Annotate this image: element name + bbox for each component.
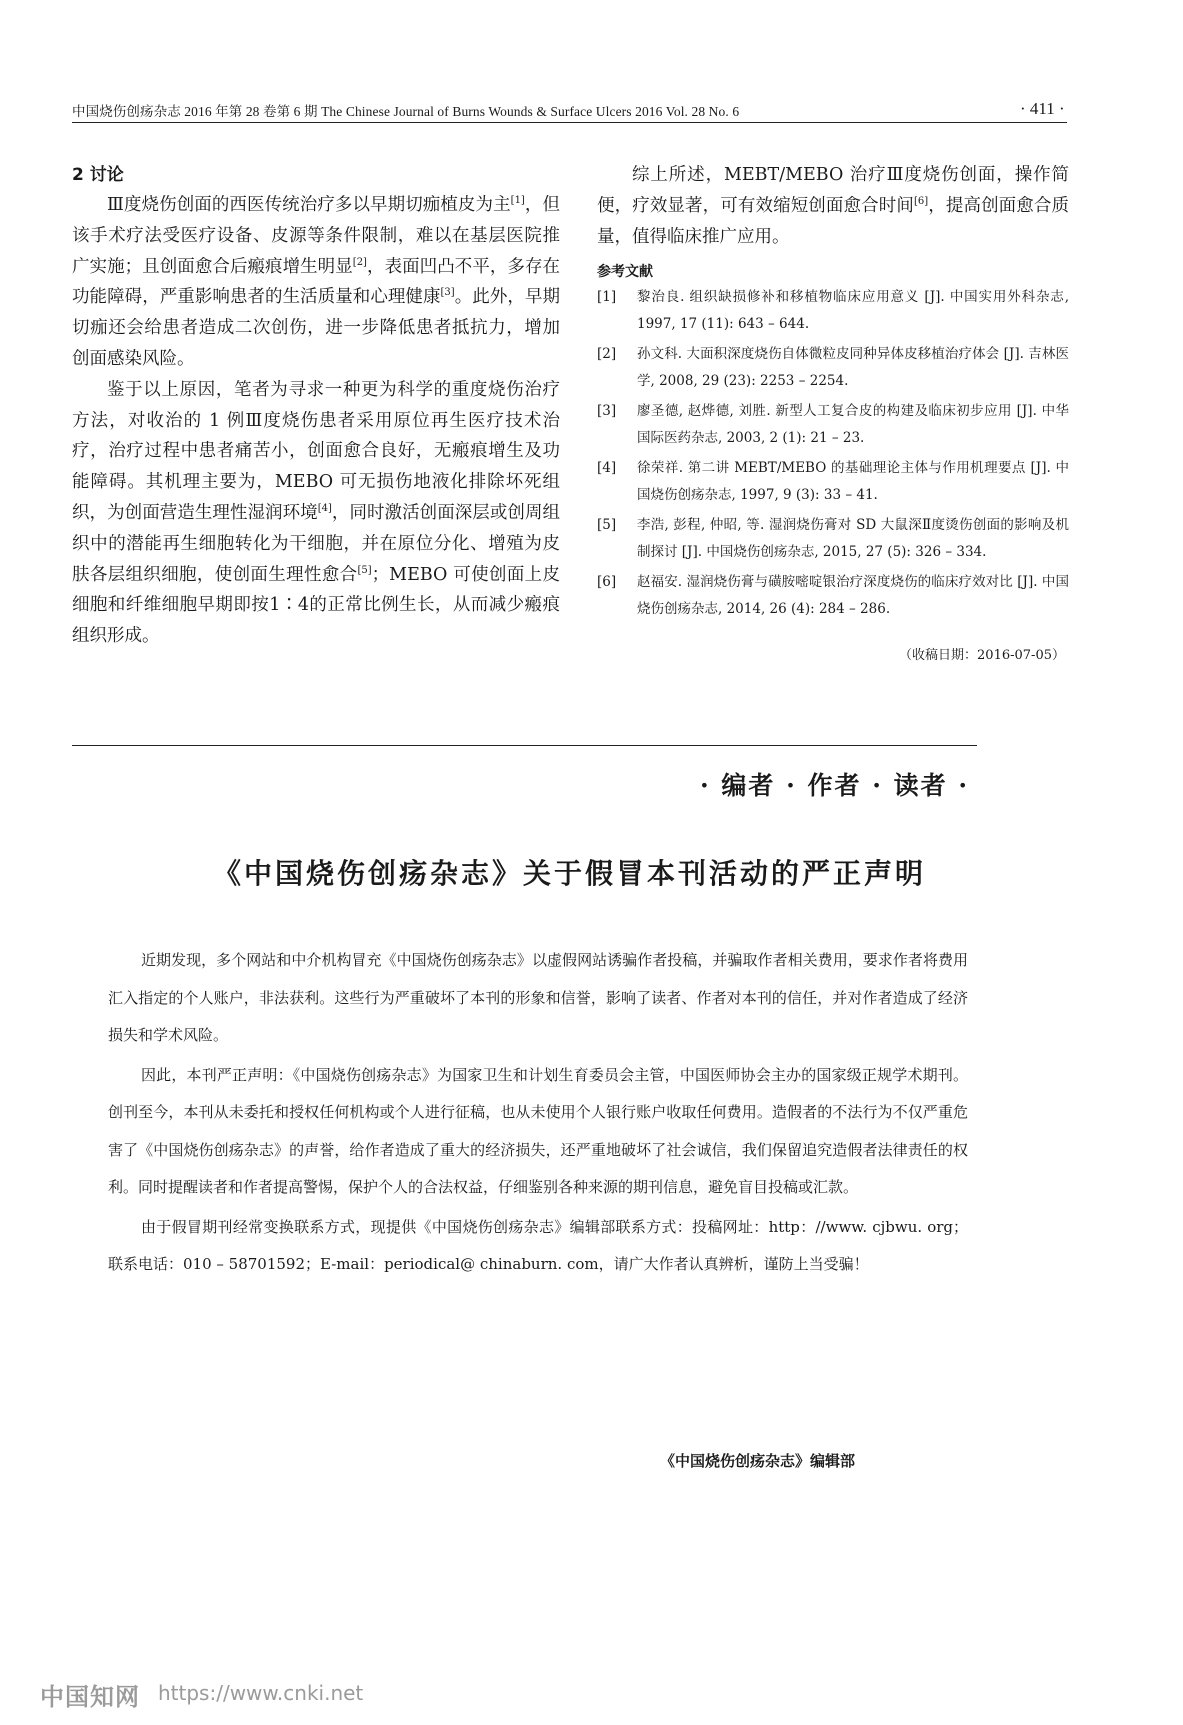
references-title: 参考文献: [597, 264, 653, 281]
header-rule: [72, 122, 1067, 123]
cnki-logo: 中国知网: [40, 1683, 140, 1711]
reference-item: [597, 569, 1069, 622]
reference-number: [5]: [597, 517, 617, 534]
text-run: ，表面凹凸不平，多存在功能障碍，严重影响患者的生活质量和心理健康: [72, 256, 561, 308]
reference-text: 徐荣祥. 第二讲 MEBT/MEBO 的基础理论主体与作用机理要点 [J]. 中国烧伤创疡杂志, 1997, 9 (3): 33 – 41.: [637, 460, 1069, 503]
citation: [4]: [317, 502, 332, 514]
text-run: 综上所述，MEBT/MEBO 治疗Ⅲ度烧伤创面，操作简便，疗效显著，可有效缩短创面愈合时间: [597, 165, 1069, 216]
column-heading: · 编者 · 作者 · 读者 ·: [700, 771, 970, 800]
text-run: ，同时激活创面深层或创周组织中的潜能再生细胞转化为干细胞，并在原位分化、增殖为皮肤各层组织细胞，使创面生理性愈合: [72, 502, 560, 585]
reference-text: 赵福安. 湿润烧伤膏与磺胺嘧啶银治疗深度烧伤的临床疗效对比 [J]. 中国烧伤创疡杂志, 2014, 26 (4): 284 – 286.: [637, 574, 1069, 617]
section-divider: [72, 745, 977, 746]
discussion-paragraph-1: [72, 190, 560, 375]
section-heading: 2 讨论: [72, 165, 124, 185]
notice-paragraph: 因此，本刊严正声明：《中国烧伤创疡杂志》为国家卫生和计划生育委员会主管，中国医师协会主办的国家级正规学术期刊。创刊至今，本刊从未委托和授权任何机构或个人进行征稿，也从未使用个人银行账户收取任何费用。造假者的不法行为不仅严重危害了《中国烧伤创疡杂志》的声誉，给作者造成了重大的经济损失，还严重地破坏了社会诚信，我们保留追究造假者法律责任的权利。同时提醒读者和作者提高警惕，保护个人的合法权益，仔细鉴别各种来源的期刊信息，避免盲目投稿或汇款。: [108, 1065, 968, 1196]
notice-signature: 《中国烧伤创疡杂志》编辑部: [660, 1452, 856, 1470]
reference-item: [597, 284, 1069, 337]
reference-text: 李浩, 彭程, 仲昭, 等. 湿润烧伤膏对 SD 大鼠深Ⅱ度烫伤创面的影响及机制探讨 [J]. 中国烧伤创疡杂志, 2015, 27 (5): 326 – 334.: [637, 517, 1069, 560]
reference-list: [597, 284, 1069, 622]
citation: [2]: [352, 256, 367, 268]
reference-number: [3]: [597, 403, 617, 420]
running-header: 中国烧伤创疡杂志 2016 年第 28 卷第 6 期 The Chinese Journal of Burns Wounds & Surface Ulcers 2016 Vol. 28 No. 6: [72, 104, 740, 119]
reference-item: [597, 455, 1069, 508]
received-date: （收稿日期：2016-07-05）: [899, 648, 1065, 664]
text-run: 。此外，早期切痂还会给患者造成二次创伤，进一步降低患者抵抗力，增加创面感染风险。: [72, 287, 560, 369]
reference-number: [4]: [597, 460, 617, 477]
citation: [3]: [440, 287, 455, 299]
notice-title: 《中国烧伤创疡杂志》关于假冒本刊活动的严正声明: [212, 857, 926, 890]
reference-item: [597, 398, 1069, 451]
notice-paragraph: 近期发现，多个网站和中介机构冒充《中国烧伤创疡杂志》以虚假网站诱骗作者投稿，并骗取作者相关费用，要求作者将费用汇入指定的个人账户，非法获利。这些行为严重破坏了本刊的形象和信誉，影响了读者、作者对本刊的信任，并对作者造成了经济损失和学术风险。: [108, 951, 968, 1044]
text-run: Ⅲ度烧伤创面的西医传统治疗多以早期切痂植皮为主: [107, 195, 511, 215]
text-run: ，但该手术疗法受医疗设备、皮源等条件限制，难以在基层医院推广实施；且创面愈合后瘢痕增生明显: [72, 195, 560, 277]
reference-number: [2]: [597, 346, 617, 363]
citation: [5]: [357, 564, 372, 576]
reference-text: 廖圣德, 赵烨德, 刘胜. 新型人工复合皮的构建及临床初步应用 [J]. 中华国际医药杂志, 2003, 2 (1): 21 – 23.: [637, 403, 1069, 446]
notice-body: [108, 942, 968, 1286]
right-column: [597, 160, 1069, 663]
conclusion-paragraph: [597, 160, 1069, 252]
text-run: ；MEBO 可使创面上皮细胞和纤维细胞早期即按1∶4的正常比例生长，从而减少瘢痕组织形成。: [72, 564, 560, 647]
page-number: · 411 ·: [1020, 99, 1065, 118]
citation: [6]: [913, 195, 929, 207]
reference-text: 黎治良. 组织缺损修补和移植物临床应用意义 [J]. 中国实用外科杂志, 1997, 17 (11): 643 – 644.: [637, 289, 1069, 332]
text-run: ，提高创面愈合质量，值得临床推广应用。: [597, 195, 1070, 247]
reference-number: [1]: [597, 289, 617, 306]
citation: [1]: [510, 195, 525, 206]
reference-item: [597, 341, 1069, 394]
discussion-paragraph-2: [72, 375, 560, 652]
cnki-url: https://www.cnki.net: [158, 1681, 364, 1705]
reference-number: [6]: [597, 574, 617, 591]
text-run: 鉴于以上原因，笔者为寻求一种更为科学的重度烧伤治疗方法，对收治的 1 例Ⅲ度烧伤患者采用原位再生医疗技术治疗，治疗过程中患者痛苦小，创面愈合良好，无瘢痕增生及功能障碍。其机理主要为，MEBO 可无损伤地液化排除坏死组织，为创面营造生理性湿润环境: [72, 379, 560, 523]
notice-paragraph: 由于假冒期刊经常变换联系方式，现提供《中国烧伤创疡杂志》编辑部联系方式：投稿网址：http：//www. cjbwu. org；联系电话：010 – 58701592；E-mail：periodical@ chinaburn. com，请广大作者认真辨析，谨防上当受骗！: [108, 1217, 968, 1273]
reference-text: 孙文科. 大面积深度烧伤自体微粒皮同种异体皮移植治疗体会 [J]. 吉林医学, 2008, 29 (23): 2253 – 2254.: [637, 346, 1069, 389]
reference-item: [597, 512, 1069, 565]
left-column: [72, 160, 560, 652]
